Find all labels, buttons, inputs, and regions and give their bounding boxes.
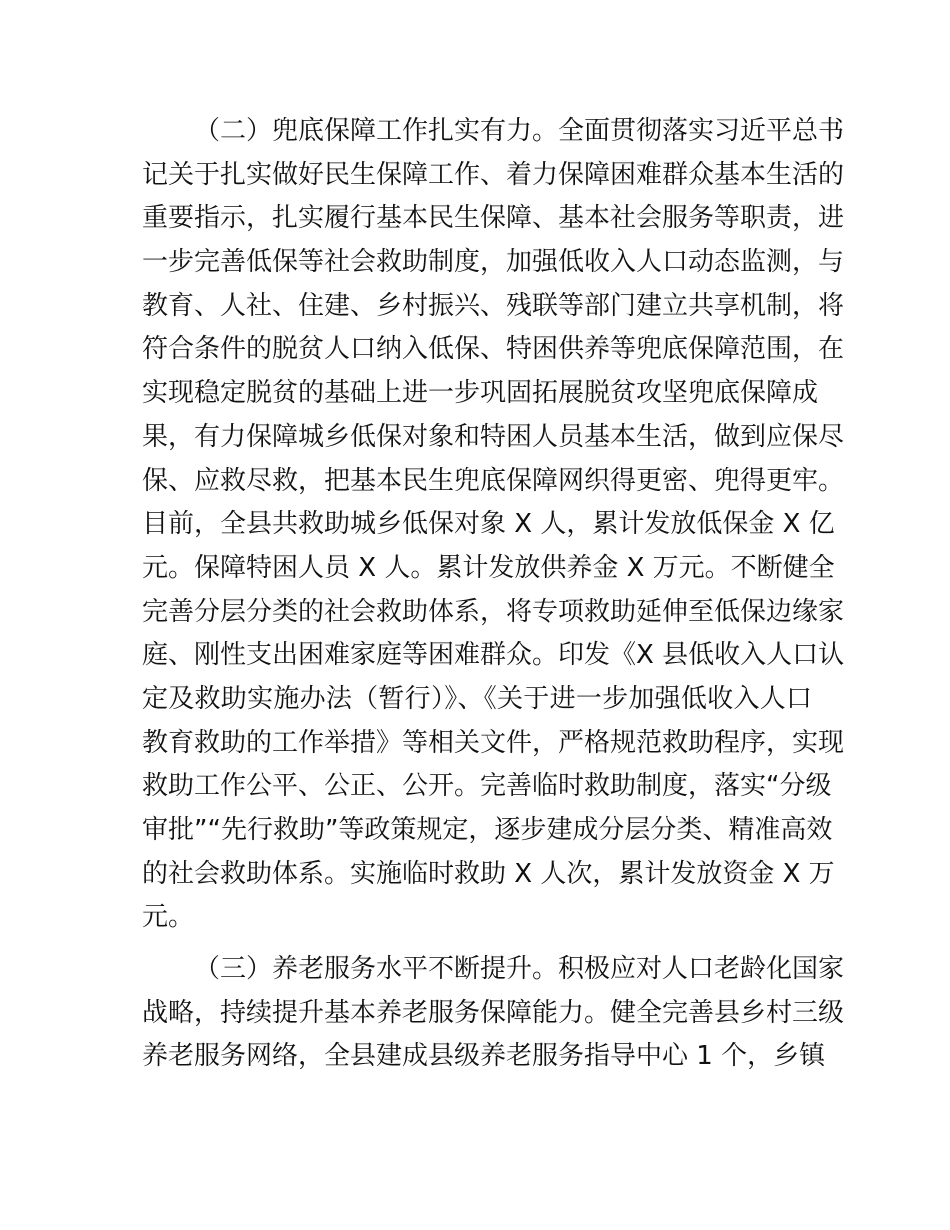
text-line: 保、应救尽救，把基本民生兜底保障网织得更密、兜得更牢。: [142, 465, 845, 496]
text-line: 教育、人社、住建、乡村振兴、残联等部门建立共享机制，将: [142, 290, 845, 321]
text-line: 符合条件的脱贫人口纳入低保、特困供养等兜底保障范围，在: [142, 334, 845, 365]
text-line: 教育救助的工作举措》等相关文件，严格规范救助程序，实现: [142, 727, 845, 758]
text-line: 一步完善低保等社会救助制度，加强低收入人口动态监测，与: [142, 247, 845, 278]
text-line: 目前，全县共救助城乡低保对象 X 人，累计发放低保金 X 亿: [142, 509, 835, 540]
text-line: 的社会救助体系。实施临时救助 X 人次，累计发放资金 X 万: [142, 858, 835, 889]
text-line: 救助工作公平、公正、公开。完善临时救助制度，落实“分级: [142, 771, 832, 802]
text-line: 果，有力保障城乡低保对象和特困人员基本生活，做到应保尽: [142, 421, 845, 452]
text-line: 元。保障特困人员 X 人。累计发放供养金 X 万元。不断健全: [142, 552, 835, 583]
text-line: （三）养老服务水平不断提升。积极应对人口老龄化国家: [194, 954, 845, 985]
text-line: 实现稳定脱贫的基础上进一步巩固拓展脱贫攻坚兜底保障成: [142, 378, 819, 409]
text-line: 重要指示，扎实履行基本民生保障、基本社会服务等职责，进: [142, 203, 845, 234]
text-line: 记关于扎实做好民生保障工作、着力保障困难群众基本生活的: [142, 159, 845, 190]
text-line: 战略，持续提升基本养老服务保障能力。健全完善县乡村三级: [142, 997, 845, 1028]
text-line: 养老服务网络，全县建成县级养老服务指导中心 1 个，乡镇: [142, 1041, 826, 1072]
paragraph-3: [142, 948, 845, 1079]
paragraph-spacer: [142, 940, 812, 948]
text-line: 庭、刚性支出困难家庭等困难群众。印发《X 县低收入人口认: [142, 640, 845, 671]
text-line: 元。: [142, 902, 195, 933]
text-line: （二）兜底保障工作扎实有力。全面贯彻落实习近平总书: [194, 116, 845, 146]
document-body: [142, 110, 845, 1079]
paragraph-2: [142, 110, 845, 940]
text-line: 定及救助实施办法（暂行）》、《关于进一步加强低收入人口: [142, 683, 812, 714]
text-line: 审批”“先行救助”等政策规定，逐步建成分层分类、精准高效: [142, 815, 833, 845]
text-line: 完善分层分类的社会救助体系，将专项救助延伸至低保边缘家: [142, 596, 845, 627]
